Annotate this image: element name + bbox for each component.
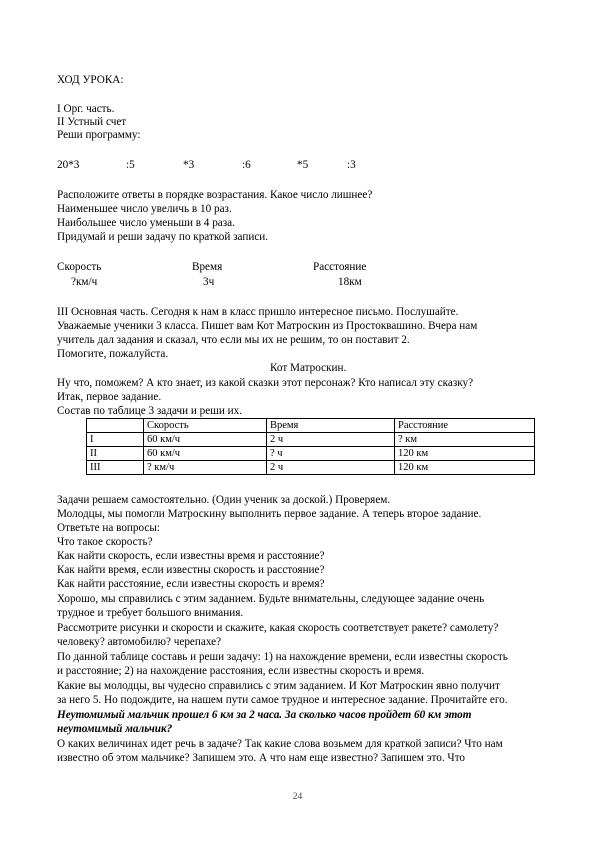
part-org: I Орг. часть. (57, 103, 115, 115)
table-cell: ? км (395, 433, 535, 447)
short-record-header: Скорость (57, 261, 102, 273)
short-record-value: 18км (338, 276, 362, 288)
problem-line: Неутомимый мальчик прошел 6 км за 2 часа. За сколько часов пройдет 60 км этот (57, 709, 472, 721)
short-record-value: ?км/ч (71, 276, 98, 288)
after-letter-line: Итак, первое задание. (57, 391, 162, 403)
part-program-label: Реши программу: (57, 129, 141, 141)
table-row (87, 461, 535, 475)
program-item: :3 (347, 159, 356, 171)
question-line: Как найти расстояние, если известны скорость и время? (57, 578, 325, 590)
table-header-cell: Время (267, 419, 395, 433)
page-number: 24 (292, 792, 303, 802)
text-line: за него 5. Но подождите, на нашем пути самое трудное и интересное задание. Прочитайте его. (57, 694, 508, 706)
question-line: Как найти скорость, если известны время и расстояние? (57, 550, 325, 562)
table-header-row (87, 419, 535, 433)
short-record-header: Расстояние (313, 261, 367, 273)
table-header-cell: Расстояние (395, 419, 535, 433)
text-line: трудное и требует большого внимания. (57, 607, 244, 619)
text-line: Хорошо, мы справились с этим заданием. Будьте внимательны, следующее задание очень (57, 593, 485, 605)
text-line: известно об этом мальчике? Запишем это. А что нам еще известно? Запишем это. Что (57, 752, 466, 764)
program-item: :6 (242, 159, 251, 171)
table-cell: 120 км (395, 461, 535, 475)
task-line: Наименьшее число увеличь в 10 раз. (57, 203, 232, 215)
table-cell: III (87, 461, 144, 475)
after-letter-line: Ну что, поможем? А кто знает, из какой сказки этот персонаж? Кто написал эту сказку? (57, 377, 474, 389)
program-item: :5 (126, 159, 135, 171)
text-line: человеку? автомобилю? черепахе? (57, 636, 222, 648)
table-cell: 2 ч (267, 433, 395, 447)
table-cell: 60 км/ч (144, 433, 267, 447)
table-row (87, 447, 535, 461)
main-part-line: Уважаемые ученики 3 класса. Пишет вам Кот Матроскин из Простоквашино. Вчера нам (57, 320, 478, 332)
question-line: Что такое скорость? (57, 536, 153, 548)
lesson-heading: ХОД УРОКА: (57, 74, 124, 86)
program-item: 20*3 (57, 159, 80, 171)
text-line: Молодцы, мы помогли Матроскину выполнить первое задание. А теперь второе задание. (57, 508, 482, 520)
question-line: Как найти время, если известны скорость и расстояние? (57, 564, 325, 576)
task-line: Наибольшее число уменьши в 4 раза. (57, 217, 235, 229)
text-line: О каких величинах идет речь в задаче? Так какие слова возьмем для краткой записи? Что нам (57, 738, 503, 750)
main-part-line: Помогите, пожалуйста. (57, 348, 169, 360)
speed-time-distance-table (86, 418, 535, 475)
table-cell: ? ч (267, 447, 395, 461)
task-line: Расположите ответы в порядке возрастания. Какое число лишнее? (57, 189, 373, 201)
task-line: Придумай и реши задачу по краткой записи. (57, 231, 269, 243)
short-record-header: Время (192, 261, 223, 273)
problem-line: неутомимый мальчик? (57, 723, 173, 735)
program-item: *5 (297, 159, 309, 171)
after-letter-line: Состав по таблице 3 задачи и реши их. (57, 405, 242, 417)
table-cell: I (87, 433, 144, 447)
table-header-cell (87, 419, 144, 433)
table-cell: 60 км/ч (144, 447, 267, 461)
text-line: По данной таблице составь и реши задачу: 1) на нахождение времени, если известны скорость (57, 651, 508, 663)
text-line: и расстояние; 2) на нахождение расстояния, если известны скорость и время. (57, 665, 425, 677)
program-item: *3 (183, 159, 195, 171)
table-cell: 120 км (395, 447, 535, 461)
text-line: Задачи решаем самостоятельно. (Один ученик за доской.) Проверяем. (57, 494, 391, 506)
table-cell: 2 ч (267, 461, 395, 475)
table-cell: II (87, 447, 144, 461)
table-header-cell: Скорость (144, 419, 267, 433)
main-part-line: III Основная часть. Сегодня к нам в класс пришло интересное письмо. Послушайте. (57, 306, 459, 318)
text-line: Рассмотрите рисунки и скорости и скажите, какая скорость соответствует ракете? самолету? (57, 622, 499, 634)
letter-signature: Кот Матроскин. (270, 362, 347, 374)
table-row (87, 433, 535, 447)
text-line: Какие вы молодцы, вы чудесно справились с этим заданием. И Кот Матроскин явно получит (57, 680, 500, 692)
main-part-line: учитель дал задания и сказал, что если мы их не решим, то он поставит 2. (57, 334, 410, 346)
text-line: Ответьте на вопросы: (57, 522, 160, 534)
table-cell: ? км/ч (144, 461, 267, 475)
part-oral-count: II Устный счет (57, 116, 127, 128)
short-record-value: 3ч (203, 276, 215, 288)
